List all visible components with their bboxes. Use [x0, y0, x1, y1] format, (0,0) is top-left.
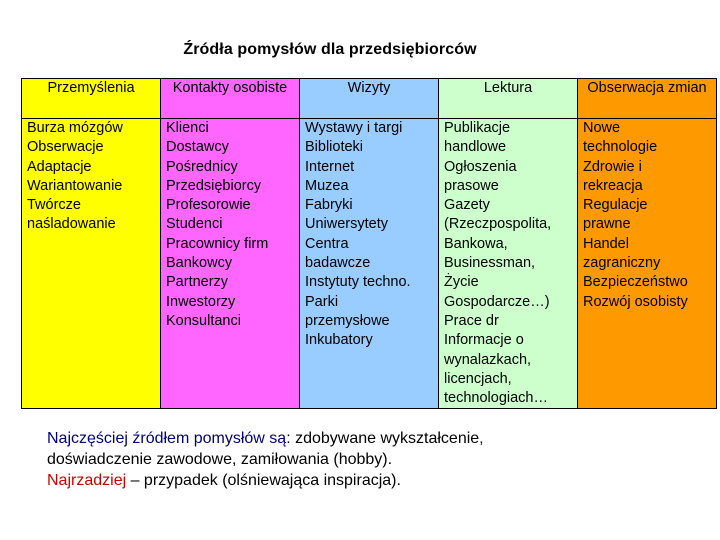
list-item: Internet: [305, 158, 355, 175]
list-item: Wariantowanie: [27, 177, 123, 194]
column-wizyty-list: [300, 119, 439, 409]
header-obserwacja-zmian: Obserwacja zmian: [578, 79, 717, 119]
column-kontakty-list: [161, 119, 300, 409]
list-item: Inkubatory: [305, 332, 373, 349]
list-item: Publikacje: [444, 120, 511, 136]
list-item: Muzea: [305, 177, 349, 194]
list-item: rekreacja: [583, 177, 643, 194]
list-item: Bezpieczeństwo: [583, 274, 688, 291]
column-obserwacja-list: [578, 119, 717, 409]
header-lektura: Lektura: [439, 79, 578, 119]
list-item: Klienci: [166, 120, 209, 136]
list-item: Nowe: [583, 120, 621, 136]
list-item: Obserwacje: [27, 139, 104, 156]
list-item: Handel: [583, 235, 629, 252]
list-item: licencjach,: [444, 370, 512, 387]
list-item: Biblioteki: [305, 139, 364, 156]
list-item: Profesorowie: [166, 197, 251, 214]
summary-line-1: [47, 428, 484, 449]
list-item: Przedsiębiorcy: [166, 177, 262, 194]
list-item: Życie: [444, 274, 479, 291]
list-item: zagraniczny: [583, 255, 661, 272]
list-item: prawne: [583, 216, 631, 233]
table-header-row: [22, 79, 717, 119]
page-title: Źródła pomysłów dla przedsiębiorców: [183, 41, 477, 58]
summary-most-common-label: Najczęściej źródłem pomysłów są: [47, 430, 287, 447]
list-item: handlowe: [444, 139, 507, 156]
list-item: Instytuty techno.: [305, 274, 411, 291]
list-item: Gospodarcze…): [444, 293, 550, 310]
header-wizyty: Wizyty: [300, 79, 439, 119]
list-item: Bankowa,: [444, 235, 508, 252]
list-item: Fabryki: [305, 197, 353, 214]
list-item: Centra: [305, 235, 349, 252]
list-item: Pośrednicy: [166, 158, 238, 175]
list-item: Konsultanci: [166, 312, 241, 329]
list-item: Wystawy i targi: [305, 120, 403, 136]
header-przemyslenia: Przemyślenia: [22, 79, 161, 119]
list-item: przemysłowe: [305, 312, 390, 329]
list-item: badawcze: [305, 255, 371, 272]
list-item: Adaptacje: [27, 158, 92, 175]
list-item: Rozwój osobisty: [583, 293, 688, 310]
list-item: Regulacje: [583, 197, 648, 214]
list-item: Burza mózgów: [27, 120, 123, 136]
summary-line-3: [47, 470, 484, 491]
column-przemyslenia-list: [22, 119, 161, 409]
summary-line-2: doświadczenie zawodowe, zamiłowania (hobby).: [47, 451, 393, 468]
list-item: Zdrowie i: [583, 158, 642, 175]
list-item: (Rzeczpospolita,: [444, 216, 552, 233]
list-item: Informacje o: [444, 332, 524, 349]
sources-table: [21, 78, 717, 409]
list-item: Partnerzy: [166, 274, 229, 291]
list-item: prasowe: [444, 177, 499, 194]
list-item: technologie: [583, 139, 658, 156]
column-lektura-list: [439, 119, 578, 409]
list-item: Ogłoszenia: [444, 158, 517, 175]
list-item: technologiach…: [444, 390, 548, 407]
list-item: Gazety: [444, 197, 490, 214]
list-item: Uniwersytety: [305, 216, 388, 233]
list-item: Studenci: [166, 216, 223, 233]
list-item: Parki: [305, 293, 339, 310]
list-item: Businessman,: [444, 255, 536, 272]
list-item: Dostawcy: [166, 139, 229, 156]
header-kontakty-osobiste: Kontakty osobiste: [161, 79, 300, 119]
table-body-row: [22, 119, 717, 409]
list-item: Twórcze: [27, 197, 81, 214]
summary-text: [47, 428, 484, 491]
list-item: Pracownicy firm: [166, 235, 269, 252]
summary-most-common-rest: : zdobywane wykształcenie,: [286, 430, 484, 447]
summary-rarest-label: Najrzadziej: [47, 472, 127, 489]
list-item: Prace dr: [444, 312, 499, 329]
list-item: Inwestorzy: [166, 293, 236, 310]
summary-rarest-rest: – przypadek (olśniewająca inspiracja).: [126, 472, 401, 489]
list-item: Bankowcy: [166, 255, 233, 272]
list-item: wynalazkach,: [444, 351, 532, 368]
list-item: naśladowanie: [27, 216, 116, 233]
